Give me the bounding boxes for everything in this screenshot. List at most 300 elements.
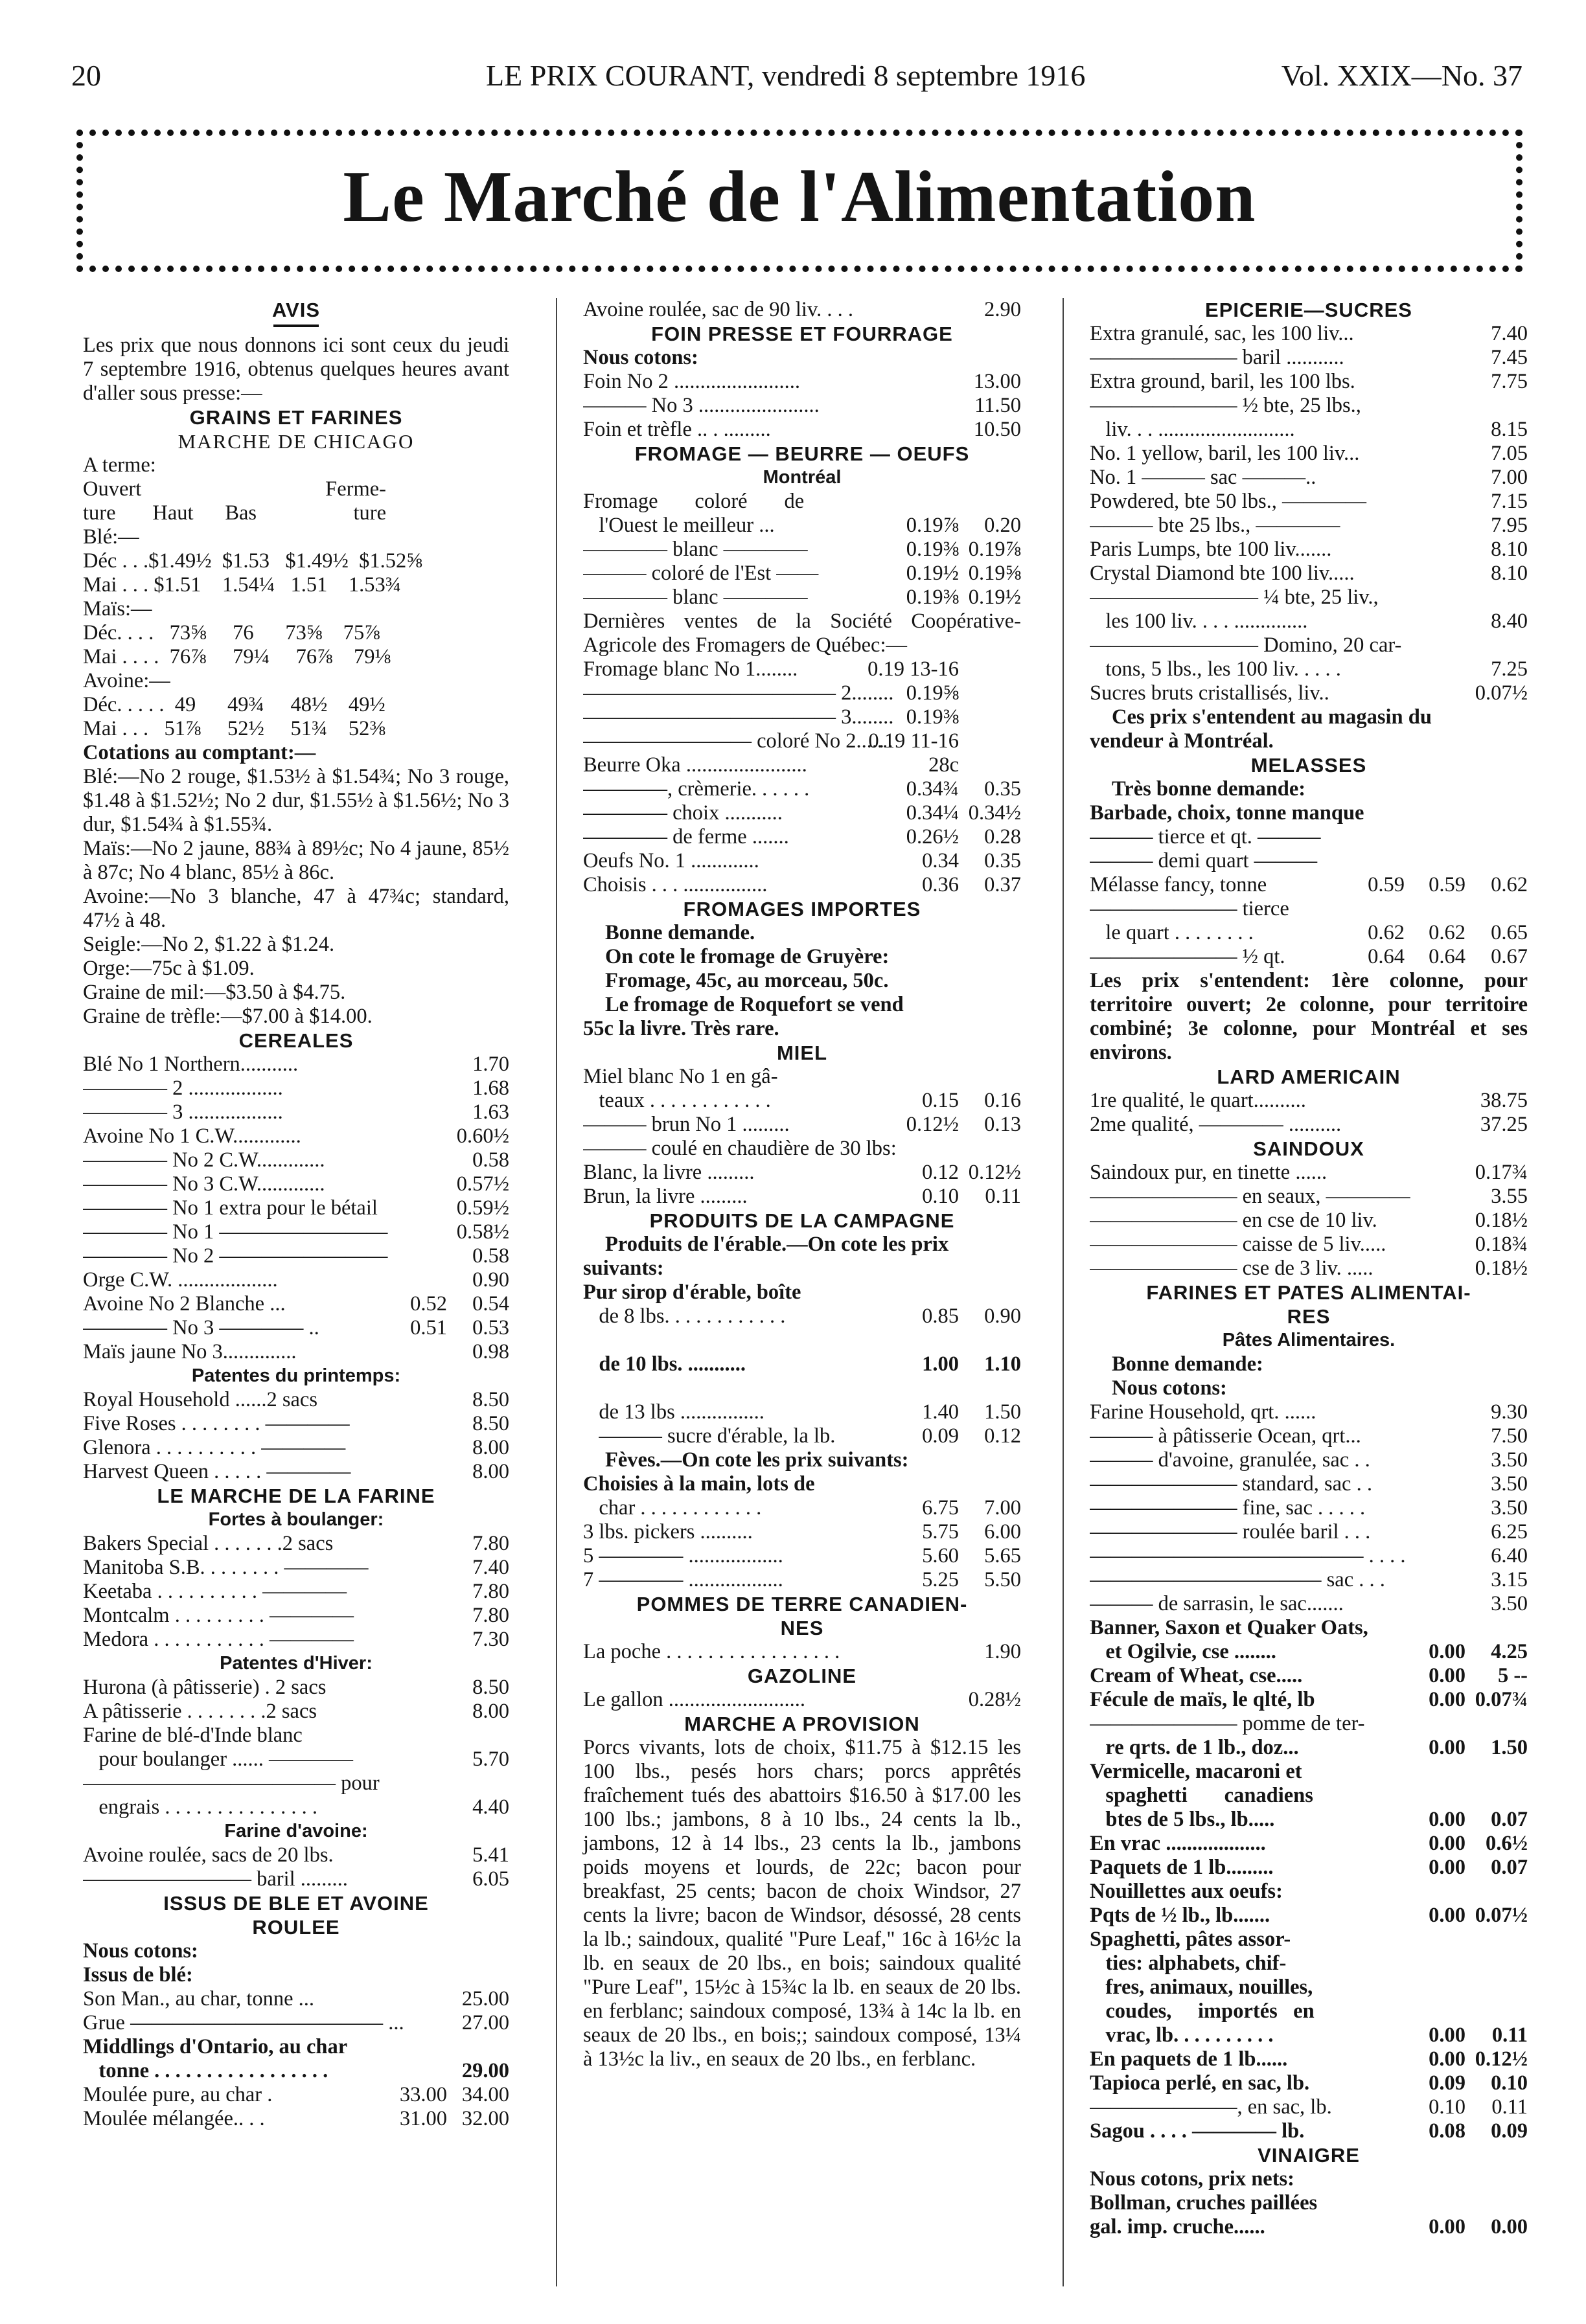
price-value: 0.35 <box>984 849 1021 872</box>
section-heading: ISSUS DE BLE ET AVOINE <box>163 1892 429 1915</box>
bold-line: Barbade, choix, tonne manque <box>1090 801 1364 825</box>
price-value: 9.30 <box>1491 1400 1528 1424</box>
price-row <box>83 1196 509 1220</box>
item-label: Déc. . . . 73⅝ 76 73⅝ 75⅞ <box>83 621 380 644</box>
price-value: 31.00 <box>399 2107 447 2130</box>
item-label: Le gallon .......................... <box>583 1688 806 1711</box>
item-label: Five Roses . . . . . . . . ———— <box>83 1412 350 1435</box>
price-row <box>583 562 1021 586</box>
price-value: ture <box>353 501 386 525</box>
price-value: 5.70 <box>472 1748 509 1771</box>
price-row <box>1090 466 1528 490</box>
price-value: 3.55 <box>1491 1185 1528 1208</box>
price-value: 0.36 <box>922 873 959 896</box>
price-row <box>1090 681 1528 705</box>
subsection-heading: Farine d'avoine: <box>224 1821 368 1841</box>
price-value: 0.00 <box>1429 2047 1465 2071</box>
section-heading: AVIS <box>271 299 321 321</box>
price-value: 6.00 <box>984 1520 1021 1544</box>
price-value: 0.09 <box>1491 2119 1528 2143</box>
price-value: 0.00 <box>1429 1856 1465 1879</box>
price-row <box>83 1460 509 1484</box>
price-value: 0.00 <box>1429 1688 1465 1711</box>
item-label: Maïs:— <box>83 597 152 621</box>
price-row <box>583 1568 1021 1592</box>
price-row <box>83 1556 509 1580</box>
price-row <box>83 1771 509 1795</box>
price-row <box>83 1316 509 1340</box>
price-value: 28c <box>928 753 959 777</box>
price-row <box>1090 322 1528 346</box>
price-row <box>83 1124 509 1148</box>
price-value: 0.07¾ <box>1475 1688 1528 1711</box>
price-value: 0.00 <box>1491 2215 1528 2239</box>
price-row <box>83 1843 509 1867</box>
item-label: et Ogilvie, cse ........ <box>1090 1640 1276 1663</box>
price-value: 2.90 <box>984 298 1021 321</box>
price-row <box>583 1304 1021 1328</box>
price-row <box>83 2011 509 2035</box>
item-label: ——— tierce et qt. ——— <box>1090 825 1321 849</box>
price-row <box>1090 1832 1528 1856</box>
section-heading: CEREALES <box>238 1029 354 1052</box>
bold-line: Bonne demande. <box>605 921 755 944</box>
item-label: Avoine roulée, sac de 90 liv. . . . <box>583 298 853 321</box>
section-heading: LARD AMERICAIN <box>1217 1065 1401 1088</box>
subsection-heading: Patentes du printemps: <box>191 1365 401 1386</box>
price-value: 0.11 <box>1491 2095 1528 2119</box>
price-value: 5.60 <box>922 1544 959 1567</box>
price-value: 0.34½ <box>968 801 1021 825</box>
price-value: 0.19⅜ <box>906 538 959 561</box>
price-value: 0.00 <box>1429 1832 1465 1855</box>
price-row <box>583 514 1021 538</box>
bold-line: Produits de l'érable.—On cote les prix <box>605 1233 949 1256</box>
item-label: btes de 5 lbs., lb..... <box>1090 1808 1275 1831</box>
item-label: ———————— ¼ bte, 25 liv., <box>1090 586 1379 609</box>
price-value: 6.75 <box>922 1496 959 1520</box>
price-row <box>1090 2215 1528 2239</box>
bold-line: coudes, importés en <box>1090 1999 1315 2023</box>
section-heading: EPICERIE—SUCRES <box>1205 299 1412 321</box>
price-row <box>583 825 1021 849</box>
price-row <box>1090 1209 1528 1233</box>
item-label: ——————— baril ........... <box>1090 346 1344 369</box>
item-label: Pqts de ½ lb., lb....... <box>1090 1904 1270 1927</box>
item-label: ———————— baril ......... <box>83 1867 348 1891</box>
subsection-heading: Pâtes Alimentaires. <box>1222 1330 1396 1350</box>
price-value: 8.10 <box>1491 538 1528 561</box>
paragraph: Maïs:—No 2 jaune, 88¾ à 89½c; No 4 jaune, 85½ à 87c; No 4 blanc, 85½ à 86c. <box>83 837 509 884</box>
item-label: Hurona (à pâtisserie) . 2 sacs <box>83 1676 327 1699</box>
price-value: 1.50 <box>984 1400 1021 1424</box>
price-value: 0.64 <box>1429 945 1465 968</box>
item-label: ——————————— sac . . . <box>1090 1568 1385 1591</box>
price-row <box>1090 2095 1528 2119</box>
subsection-heading: Patentes d'Hiver: <box>220 1653 373 1674</box>
price-row <box>83 1795 509 1819</box>
price-value: 0.19 13-16 <box>868 657 959 681</box>
item-label: Sucres bruts cristallisés, liv.. <box>1090 681 1329 705</box>
price-value: 27.00 <box>461 2011 509 2034</box>
price-value: 5.50 <box>984 1568 1021 1591</box>
price-value: 0.19⅜ <box>906 705 959 729</box>
item-label: ——————— caisse de 5 liv..... <box>1090 1233 1386 1256</box>
price-row <box>83 957 509 981</box>
item-label: Mai . . . 51⅞ 52½ 51¾ 52⅜ <box>83 717 385 740</box>
price-row <box>83 1005 509 1029</box>
column-1 <box>83 298 509 2131</box>
item-label: l'Ouest le meilleur ... <box>583 514 775 537</box>
price-row <box>83 2107 509 2131</box>
item-label: de 13 lbs ................ <box>583 1400 764 1424</box>
section-heading: NES <box>780 1617 824 1639</box>
paragraph: Porcs vivants, lots de choix, $11.75 à $12.15 les 100 lbs., pesés hors chars; porcs apprêtés fraîchement tués des abattoirs $16.50 à $17.00 les 100 lbs.; jambons, 8 à 10 lbs., 24 cents la lb., jambons, 12 à 14 lbs., 23 cents la lb., jambons poids moyens et lourds, de 22c; bacon pour breakfast, 25 cents; bacon de choix Windsor, 27 cents la livre; bacon de Windsor, désossé, 28 cents la lb.; saindoux, qualité "Pure Leaf," 16c à 16½c la lb. en seaux de 20 lbs., en bois; saindoux qualité "Pure Leaf", 15½c à 15¾c la lb. en seaux de 20 lbs. en ferblanc; saindoux composé, 13¾ à 14c la lb. en seaux de 20 lbs., en bois;; saindoux composé, 13¼ à 13½c la liv., en seaux de 20 lbs., en ferblanc. <box>583 1736 1021 2071</box>
item-label: ———— 3 .................. <box>83 1100 283 1124</box>
item-label: liv. . . .......................... <box>1090 418 1295 441</box>
price-row <box>1090 1424 1528 1448</box>
price-value: 0.18¾ <box>1475 1233 1528 1256</box>
price-value: 10.50 <box>973 418 1021 441</box>
price-row <box>83 1292 509 1316</box>
item-label: de 10 lbs. ........... <box>583 1352 746 1376</box>
price-value: 5.25 <box>922 1568 959 1591</box>
price-value: 11.50 <box>974 394 1021 417</box>
item-label: Graine de trèfle:—$7.00 à $14.00. <box>83 1005 373 1028</box>
price-value: 0.59 <box>1368 873 1405 896</box>
section-heading: MELASSES <box>1250 754 1367 777</box>
publication-line: LE PRIX COURANT, vendredi 8 septembre 1916 <box>486 59 1086 92</box>
price-row <box>83 1388 509 1412</box>
price-row <box>1090 897 1528 921</box>
item-label: ———— No 3 C.W............. <box>83 1172 325 1196</box>
price-row <box>583 1544 1021 1568</box>
section-heading: FROMAGE — BEURRE — OEUFS <box>634 442 970 465</box>
price-row <box>1090 1712 1528 1736</box>
item-label: Miel blanc No 1 en gâ- <box>583 1065 778 1088</box>
item-label: ——— bte 25 lbs., ———— <box>1090 514 1340 537</box>
price-value: 0.10 <box>1429 2095 1465 2119</box>
price-row <box>583 657 1021 681</box>
market-heading: MARCHE DE CHICAGO <box>178 430 415 453</box>
item-label: La poche . . . . . . . . . . . . . . . . . <box>583 1640 840 1663</box>
price-row <box>83 933 509 957</box>
price-row <box>583 849 1021 873</box>
price-row <box>83 1676 509 1700</box>
price-value: 1.90 <box>984 1640 1021 1663</box>
price-row <box>1090 370 1528 394</box>
price-value: 32.00 <box>461 2107 509 2130</box>
bold-line: Banner, Saxon et Quaker Oats, <box>1090 1616 1368 1639</box>
item-label: ———————————— 2........ <box>583 681 894 705</box>
price-row <box>83 1700 509 1724</box>
item-label: ——————— roulée baril . . . <box>1090 1520 1371 1544</box>
bold-line: Ces prix s'entendent au magasin du <box>1112 705 1432 729</box>
price-value: 7.50 <box>1491 1424 1528 1448</box>
price-value: 1.70 <box>472 1053 509 1076</box>
price-row <box>83 669 509 693</box>
item-label: Fromage coloré de <box>583 490 805 513</box>
price-value: 8.00 <box>472 1436 509 1459</box>
price-value: 0.12½ <box>968 1161 1021 1184</box>
price-value: 0.00 <box>1429 2215 1465 2239</box>
price-value: 1.10 <box>984 1352 1021 1376</box>
price-value: 0.65 <box>1491 921 1528 944</box>
price-row <box>1090 418 1528 442</box>
price-row <box>83 717 509 741</box>
item-label: 2me qualité, ———— .......... <box>1090 1113 1342 1136</box>
price-value: 0.20 <box>984 514 1021 537</box>
price-value: 0.37 <box>984 873 1021 896</box>
item-label: ——— brun No 1 ......... <box>583 1113 790 1136</box>
column-3 <box>1090 298 1528 2239</box>
section-heading: FOIN PRESSE ET FOURRAGE <box>651 323 953 345</box>
price-value: 0.13 <box>984 1113 1021 1136</box>
bold-line: Bonne demande: <box>1112 1352 1263 1376</box>
price-value: 38.75 <box>1480 1089 1528 1112</box>
item-label: No. 1 yellow, baril, les 100 liv... <box>1090 442 1360 465</box>
price-value: 3.50 <box>1491 1496 1528 1520</box>
section-heading: VINAIGRE <box>1258 2144 1360 2167</box>
price-value: 7.75 <box>1491 370 1528 393</box>
bold-line: 55c la livre. Très rare. <box>583 1017 779 1040</box>
item-label: Avoine:— <box>83 669 170 692</box>
price-row <box>583 1640 1021 1664</box>
page-header <box>71 58 1523 104</box>
item-label: ——————— tierce <box>1090 897 1289 920</box>
price-value: 0.52 <box>410 1292 447 1316</box>
item-label: Bakers Special . . . . . . .2 sacs <box>83 1532 334 1555</box>
price-row <box>83 1220 509 1244</box>
price-row <box>1090 609 1528 633</box>
bold-line: Très bonne demande: <box>1112 777 1306 801</box>
price-value: 0.28½ <box>968 1688 1021 1711</box>
price-row <box>1090 442 1528 466</box>
column-divider <box>556 298 557 2286</box>
price-row <box>583 1065 1021 1089</box>
price-row <box>1090 490 1528 514</box>
price-value: 3.50 <box>1491 1472 1528 1496</box>
item-label: A terme: <box>83 453 156 477</box>
price-value: 8.00 <box>472 1700 509 1723</box>
price-value: 7.80 <box>472 1580 509 1603</box>
price-value: 5.65 <box>984 1544 1021 1567</box>
price-row <box>83 573 509 597</box>
item-label: Montcalm . . . . . . . . . ———— <box>83 1604 354 1627</box>
item-label: Déc . . .$1.49½ $1.53 $1.49½ $1.52⅝ <box>83 549 422 573</box>
price-value: 0.34¼ <box>906 801 959 825</box>
page-title: Le Marché de l'Alimentation <box>343 157 1256 237</box>
item-label: Farine Household, qrt. ...... <box>1090 1400 1316 1424</box>
price-row <box>83 1532 509 1556</box>
item-label: Harvest Queen . . . . . ———— <box>83 1460 351 1483</box>
bold-line: Nous cotons: <box>1112 1376 1227 1400</box>
price-value: 7.00 <box>1491 466 1528 489</box>
page-number: 20 <box>71 59 101 92</box>
item-label: 3 lbs. pickers .......... <box>583 1520 753 1544</box>
price-value: 8.40 <box>1491 609 1528 633</box>
bold-line: Cotations au comptant:— <box>83 741 316 764</box>
bold-line: Vermicelle, macaroni et <box>1090 1760 1302 1783</box>
price-row <box>83 549 509 573</box>
column-divider <box>1063 298 1064 2286</box>
price-value: 0.35 <box>984 777 1021 801</box>
bold-line: Choisies à la main, lots de <box>583 1472 815 1496</box>
item-label: 1re qualité, le quart.......... <box>1090 1089 1306 1112</box>
price-value: 0.26½ <box>906 825 959 849</box>
price-value: 0.00 <box>1429 2023 1465 2047</box>
price-row <box>583 873 1021 897</box>
price-value: 7.40 <box>1491 322 1528 345</box>
price-row <box>1090 1161 1528 1185</box>
item-label: ——————— en seaux, ———— <box>1090 1185 1410 1208</box>
price-value: 0.19⅜ <box>906 586 959 609</box>
price-row <box>583 586 1021 609</box>
price-row <box>83 2083 509 2107</box>
price-value: 0.07½ <box>1475 1904 1528 1927</box>
item-label: Mélasse fancy, tonne <box>1090 873 1267 896</box>
price-value: 0.51 <box>410 1316 447 1339</box>
price-value: 7.80 <box>472 1604 509 1627</box>
item-label: Mai . . . $1.51 1.54¼ 1.51 1.53¾ <box>83 573 402 597</box>
price-row <box>583 1424 1021 1448</box>
price-value: 0.62 <box>1368 921 1405 944</box>
price-value: 7.45 <box>1491 346 1528 369</box>
price-row <box>83 1340 509 1364</box>
section-heading: LE MARCHE DE LA FARINE <box>157 1485 435 1507</box>
section-heading: POMMES DE TERRE CANADIEN- <box>636 1593 968 1615</box>
title-banner <box>76 130 1523 272</box>
price-row <box>583 538 1021 562</box>
item-label: Avoine No 2 Blanche ... <box>83 1292 286 1316</box>
price-row <box>1090 1592 1528 1616</box>
price-row <box>583 1400 1021 1424</box>
item-label: Extra ground, baril, les 100 lbs. <box>1090 370 1355 393</box>
item-label: re qrts. de 1 lb., doz... <box>1090 1736 1299 1759</box>
item-label: ———— 2 .................. <box>83 1077 283 1100</box>
item-label: ——— coloré de l'Est —— <box>583 562 819 585</box>
item-label: ——————— pomme de ter- <box>1090 1712 1365 1735</box>
price-row <box>83 597 509 621</box>
price-row <box>583 490 1021 514</box>
item-label: ———— No 2 C.W............. <box>83 1148 325 1172</box>
bold-line: Issus de blé: <box>83 1963 193 1987</box>
price-row <box>83 1867 509 1891</box>
price-value: 0.19⅝ <box>968 562 1021 585</box>
price-value: 0.58 <box>472 1148 509 1172</box>
price-row <box>1090 2023 1528 2047</box>
item-label: ——— demi quart ——— <box>1090 849 1318 872</box>
price-value: 0.58 <box>472 1244 509 1268</box>
price-value: 0.59½ <box>456 1196 509 1220</box>
price-value: 5.75 <box>922 1520 959 1544</box>
price-row <box>1090 1233 1528 1257</box>
price-row <box>583 394 1021 418</box>
price-value: 0.18½ <box>1475 1209 1528 1232</box>
item-label: les 100 liv. . . . .............. <box>1090 609 1308 633</box>
item-label: tons, 5 lbs., les 100 liv. . . . . <box>1090 657 1341 681</box>
item-label: Maïs jaune No 3.............. <box>83 1340 297 1363</box>
price-value: 0.07½ <box>1475 681 1528 705</box>
price-row <box>583 753 1021 777</box>
item-label: Tapioca perlé, en sac, lb. <box>1090 2071 1310 2095</box>
price-value: 6.05 <box>472 1867 509 1891</box>
price-value: 0.19⅞ <box>906 514 959 537</box>
item-label: Saindoux pur, en tinette ...... <box>1090 1161 1327 1184</box>
price-row <box>83 621 509 645</box>
price-row <box>1090 1257 1528 1281</box>
price-value: 25.00 <box>461 1987 509 2011</box>
price-row <box>583 1137 1021 1161</box>
item-label: ———— No 3 ———— .. <box>83 1316 319 1339</box>
bold-line: Nous cotons: <box>583 346 698 369</box>
price-value: 3.50 <box>1491 1592 1528 1615</box>
bold-line: Spaghetti, pâtes assor- <box>1090 1928 1291 1951</box>
item-label: Foin et trèfle .. . ......... <box>583 418 771 441</box>
price-value: 0.07 <box>1491 1808 1528 1831</box>
price-row <box>1090 514 1528 538</box>
item-label: pour boulanger ...... ———— <box>83 1748 354 1771</box>
price-value: 8.50 <box>472 1412 509 1435</box>
price-row <box>1090 945 1528 969</box>
section-heading: GAZOLINE <box>747 1665 857 1687</box>
price-row <box>83 1748 509 1771</box>
item-label: ———— choix ........... <box>583 801 783 825</box>
section-heading: MIEL <box>776 1042 828 1064</box>
price-value: 7.30 <box>472 1628 509 1651</box>
price-value: 33.00 <box>399 2083 447 2106</box>
price-value: 0.62 <box>1429 921 1465 944</box>
subsection-heading: Fortes à boulanger: <box>208 1509 384 1530</box>
price-value: 7.40 <box>472 1556 509 1579</box>
price-value: 5.41 <box>472 1843 509 1867</box>
price-row <box>583 777 1021 801</box>
item-label: ture Haut Bas <box>83 501 257 525</box>
price-value: 8.00 <box>472 1460 509 1483</box>
paragraph: Les prix s'entendent: 1ère colonne, pour territoire ouvert; 2e colonne, pour territoire combiné; 3e colonne, pour Montréal et ses environs. <box>1090 969 1528 1064</box>
price-row <box>83 981 509 1005</box>
price-value: 0.00 <box>1429 1904 1465 1927</box>
item-label: Avoine roulée, sacs de 20 lbs. <box>83 1843 334 1867</box>
price-value: 0.16 <box>984 1089 1021 1112</box>
item-label: Fromage blanc No 1........ <box>583 657 798 681</box>
item-label: ——— No 3 ....................... <box>583 394 820 417</box>
item-label: En vrac ................... <box>1090 1832 1266 1855</box>
section-heading: FROMAGES IMPORTES <box>683 898 921 920</box>
item-label: ——————— standard, sac . . <box>1090 1472 1372 1496</box>
price-row <box>1090 1664 1528 1688</box>
price-value: 0.67 <box>1491 945 1528 968</box>
section-heading: GRAINS ET FARINES <box>189 406 403 429</box>
price-value: 1.50 <box>1491 1736 1528 1759</box>
spacer <box>583 1328 1021 1352</box>
price-row <box>83 453 509 477</box>
item-label: ———— blanc ———— <box>583 538 808 561</box>
price-value: 0.00 <box>1429 1736 1465 1759</box>
bold-line: spaghetti canadiens <box>1090 1784 1313 1807</box>
item-label: vrac, lb. . . . . . . . . . <box>1090 2023 1274 2047</box>
price-value: 7.05 <box>1491 442 1528 465</box>
price-row <box>83 1148 509 1172</box>
item-label: Farine de blé-d'Inde blanc <box>83 1724 303 1747</box>
price-row <box>583 1185 1021 1209</box>
bold-line: Le fromage de Roquefort se vend <box>605 993 904 1016</box>
item-label: Royal Household ......2 sacs <box>83 1388 317 1411</box>
price-row <box>1090 1736 1528 1760</box>
price-value: 0.18½ <box>1475 1257 1528 1280</box>
item-label: ———————— Domino, 20 car- <box>1090 633 1402 657</box>
price-value: 34.00 <box>461 2083 509 2106</box>
